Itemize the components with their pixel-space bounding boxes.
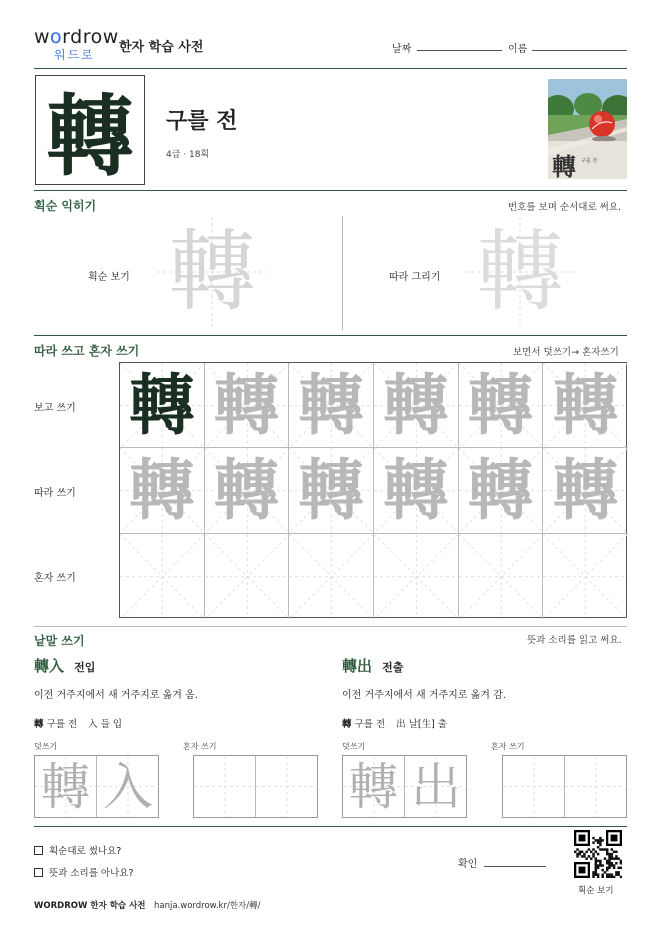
practice-hanja: 轉 bbox=[552, 451, 619, 530]
checkbox[interactable] bbox=[34, 868, 43, 877]
stroke-view-hanja: 轉 bbox=[167, 220, 256, 323]
word-trace-hanja: 入 bbox=[103, 757, 153, 816]
practice-hanja: 轉 bbox=[382, 451, 449, 530]
date-field[interactable] bbox=[417, 50, 502, 51]
footer-brand: WORDROW 한자 학습 사전 bbox=[34, 901, 146, 911]
word-cell-guide bbox=[565, 756, 627, 817]
practice-cell[interactable] bbox=[289, 534, 374, 619]
word-trace-hanja: 出 bbox=[411, 757, 461, 816]
practice-cell[interactable] bbox=[205, 448, 290, 533]
word-decomposition bbox=[34, 716, 122, 730]
word-cell[interactable] bbox=[194, 756, 256, 817]
decomp-char-b: 入 bbox=[88, 719, 98, 730]
practice-cell[interactable] bbox=[543, 448, 628, 533]
word-reading: 전입 bbox=[74, 661, 96, 674]
decomp-text-b: 날[生] 출 bbox=[408, 719, 447, 730]
logo-korean-text: 워드로 bbox=[54, 48, 95, 62]
checklist-item-stroke[interactable] bbox=[34, 843, 121, 857]
footer-url[interactable]: hanja.wordrow.kr/한자/轉/ bbox=[154, 901, 261, 911]
practice-cell[interactable] bbox=[120, 363, 205, 448]
name-field[interactable] bbox=[532, 50, 627, 51]
decomp-char-a: 轉 bbox=[34, 719, 44, 730]
word-definition: 이전 거주지에서 새 거주지로 옮겨 감. bbox=[342, 690, 506, 701]
word-definition: 이전 거주지에서 새 거주지로 옮겨 옴. bbox=[34, 690, 198, 701]
word-cell[interactable] bbox=[503, 756, 565, 817]
qr-code-icon[interactable] bbox=[574, 830, 622, 878]
cell-guide-lines bbox=[120, 534, 205, 619]
checklist-item-meaning[interactable] bbox=[34, 865, 134, 879]
practice-cell[interactable] bbox=[459, 363, 544, 448]
word-cell-guide bbox=[256, 756, 318, 817]
checklist-label: 획순대로 썼나요? bbox=[49, 846, 122, 857]
word-cell[interactable] bbox=[405, 756, 467, 817]
word-cell[interactable] bbox=[343, 756, 405, 817]
checkbox[interactable] bbox=[34, 846, 43, 855]
practice-hanja: 轉 bbox=[213, 451, 280, 530]
word-trace-label: 덧쓰기 bbox=[34, 742, 58, 751]
practice-cell[interactable] bbox=[205, 534, 290, 619]
practice-cell[interactable] bbox=[459, 534, 544, 619]
hero-hanja: 轉 bbox=[45, 84, 134, 188]
qr-label: 획순 보기 bbox=[578, 886, 614, 896]
stroke-view-panel bbox=[157, 217, 267, 327]
word-solo-box[interactable] bbox=[193, 755, 318, 818]
decomp-text-a: 구를 전 bbox=[354, 719, 386, 730]
vocab-section-title: 낱말 쓰기 bbox=[34, 634, 85, 648]
illustration-thumbnail bbox=[548, 79, 627, 179]
decomp-char-b: 出 bbox=[396, 719, 406, 730]
practice-hanja: 轉 bbox=[213, 366, 280, 445]
practice-cell[interactable] bbox=[374, 534, 459, 619]
word-cell[interactable] bbox=[565, 756, 627, 817]
vocab-word-2 bbox=[342, 655, 403, 676]
vocab-section-divider bbox=[34, 826, 627, 827]
stroke-panel-divider bbox=[342, 216, 343, 330]
confirm-signature-field[interactable] bbox=[484, 866, 546, 867]
date-label: 날짜 bbox=[392, 44, 412, 55]
word-trace-hanja: 轉 bbox=[348, 757, 399, 816]
cell-guide-lines bbox=[205, 534, 290, 619]
confirm-label: 확인 bbox=[458, 859, 478, 870]
practice-cell[interactable] bbox=[374, 448, 459, 533]
word-cell[interactable] bbox=[256, 756, 318, 817]
stroke-trace-label: 따라 그리기 bbox=[389, 272, 441, 283]
thumbnail-caption: 구를 전 bbox=[581, 158, 598, 164]
logo-text-w: w bbox=[34, 26, 51, 48]
logo-text-o: o bbox=[50, 26, 63, 48]
word-reading: 전출 bbox=[382, 661, 404, 674]
word-solo-label: 혼자 쓰기 bbox=[183, 742, 217, 751]
row-label-solo: 혼자 쓰기 bbox=[34, 573, 76, 584]
word-trace-box[interactable] bbox=[34, 755, 159, 818]
practice-hanja: 轉 bbox=[552, 366, 619, 445]
practice-cell[interactable] bbox=[120, 534, 205, 619]
vocab-word-1 bbox=[34, 655, 95, 676]
practice-hanja: 轉 bbox=[128, 366, 195, 445]
checklist-label: 뜻과 소리를 아나요? bbox=[49, 868, 134, 879]
practice-cell[interactable] bbox=[120, 448, 205, 533]
word-trace-label: 덧쓰기 bbox=[342, 742, 366, 751]
decomp-char-a: 轉 bbox=[342, 719, 352, 730]
word-trace-box[interactable] bbox=[342, 755, 467, 818]
practice-grid bbox=[119, 362, 627, 618]
practice-cell[interactable] bbox=[205, 363, 290, 448]
stroke-view-label: 획순 보기 bbox=[88, 272, 130, 283]
stroke-section-note: 번호를 보며 순서대로 써요. bbox=[508, 202, 622, 213]
practice-cell[interactable] bbox=[374, 363, 459, 448]
word-hanja: 轉入 bbox=[34, 657, 65, 675]
logo-text-rdrow: rdrow bbox=[62, 26, 119, 48]
name-label: 이름 bbox=[508, 44, 528, 55]
stroke-trace-hanja: 轉 bbox=[475, 220, 564, 323]
stroke-section-divider bbox=[34, 335, 627, 336]
practice-cell[interactable] bbox=[459, 448, 544, 533]
word-cell[interactable] bbox=[35, 756, 97, 817]
cell-guide-lines bbox=[459, 534, 544, 619]
row-label-view: 보고 쓰기 bbox=[34, 403, 76, 414]
practice-cell[interactable] bbox=[543, 363, 628, 448]
practice-section-title: 따라 쓰고 혼자 쓰기 bbox=[34, 344, 140, 358]
row-label-trace: 따라 쓰기 bbox=[34, 488, 76, 499]
practice-section-divider bbox=[34, 626, 627, 627]
hero-char-box bbox=[35, 75, 145, 188]
stroke-section-title: 획순 익히기 bbox=[34, 199, 97, 213]
word-trace-hanja: 轉 bbox=[40, 757, 91, 816]
practice-section-note: 보면서 덧쓰기→ 혼자쓰기 bbox=[513, 347, 619, 358]
app-title: 한자 학습 사전 bbox=[119, 40, 204, 55]
word-hanja: 轉出 bbox=[342, 657, 373, 675]
practice-cell[interactable] bbox=[289, 363, 374, 448]
cell-guide-lines bbox=[374, 534, 459, 619]
hero-meaning: 구를 전 bbox=[166, 109, 238, 134]
word-solo-label: 혼자 쓰기 bbox=[491, 742, 525, 751]
practice-hanja: 轉 bbox=[128, 451, 195, 530]
word-decomposition bbox=[342, 716, 447, 730]
word-solo-box[interactable] bbox=[502, 755, 627, 818]
practice-hanja: 轉 bbox=[467, 366, 534, 445]
decomp-text-a: 구를 전 bbox=[46, 719, 78, 730]
word-cell-guide bbox=[503, 756, 565, 817]
practice-hanja: 轉 bbox=[298, 451, 365, 530]
vocab-section-note: 뜻과 소리를 읽고 써요. bbox=[527, 635, 622, 646]
thumbnail-hanja: 轉 bbox=[552, 152, 576, 179]
stroke-trace-panel[interactable] bbox=[465, 217, 575, 327]
practice-hanja: 轉 bbox=[467, 451, 534, 530]
practice-hanja: 轉 bbox=[298, 366, 365, 445]
decomp-text-b: 들 입 bbox=[100, 719, 123, 730]
hero-meta: 4급 · 18획 bbox=[166, 150, 210, 160]
cell-guide-lines bbox=[289, 534, 374, 619]
practice-hanja: 轉 bbox=[382, 366, 449, 445]
word-cell-guide bbox=[194, 756, 256, 817]
cell-guide-lines bbox=[543, 534, 628, 619]
practice-cell[interactable] bbox=[543, 534, 628, 619]
hero-divider bbox=[34, 190, 627, 191]
word-cell[interactable] bbox=[97, 756, 159, 817]
practice-cell[interactable] bbox=[289, 448, 374, 533]
wordrow-logo[interactable] bbox=[34, 26, 119, 62]
